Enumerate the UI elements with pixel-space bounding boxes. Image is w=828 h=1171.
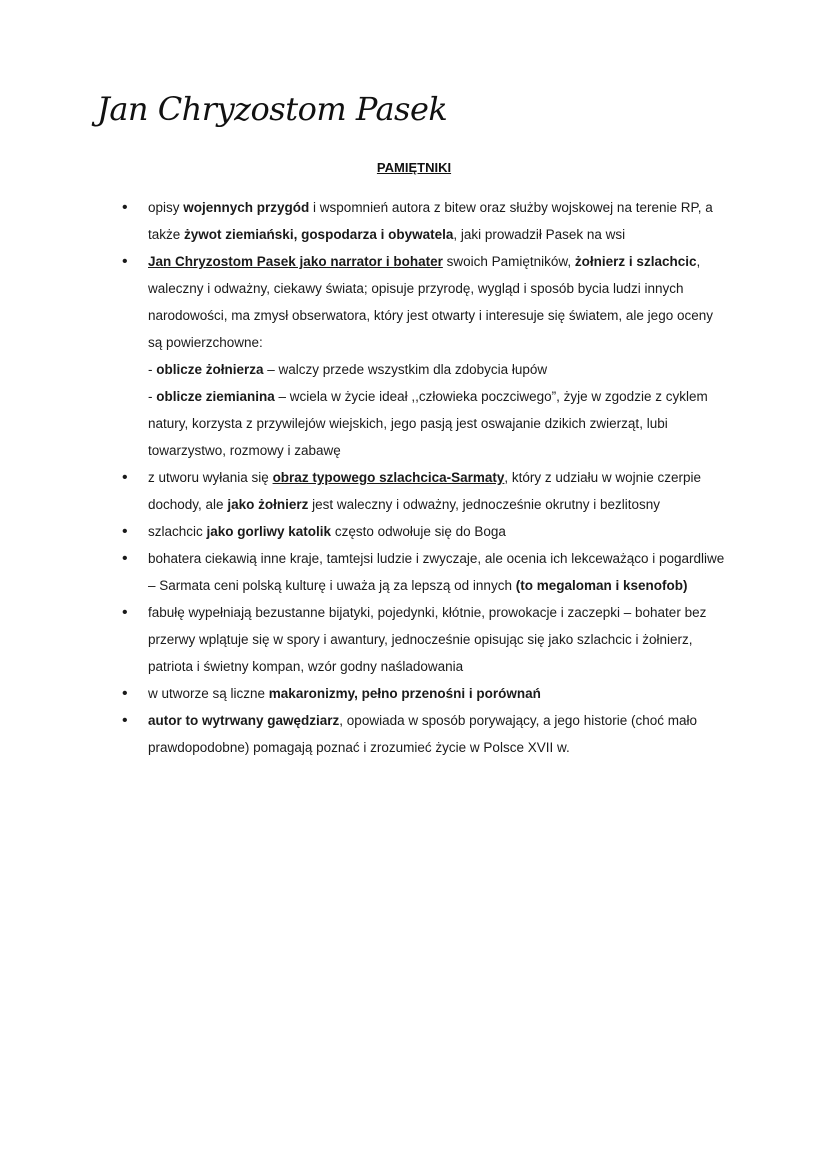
sub-line-soldier: - oblicze żołnierza – walczy przede wszystkim dla zdobycia łupów [148, 362, 548, 377]
bullet-item-3: • z utworu wyłania się obraz typowego szlachcica-Sarmaty, który z udziału w wojnie czerpie dochody, ale jako żołnierz jest waleczny i odważny, jednocześnie okrutny i bezlitosny [120, 464, 730, 518]
sub-line-landowner: - oblicze ziemianina – wciela w życie ideał ,,człowieka poczciwego”, żyje w zgodzie z cyklem natury, korzysta z przywilejów wiejskich, jego pasją jest oswajanie dzikich zwierząt, lubi towarzystwo, rozmowy i zabawę [148, 389, 708, 458]
handwritten-title: Jan Chryzostom Pasek [97, 90, 448, 128]
bullet-item-8: • autor to wytrwany gawędziarz, opowiada w sposób porywający, a jego historie (choć mało prawdopodobne) pomagają poznać i zrozumieć życie w Polsce XVII w. [120, 707, 730, 761]
bullet-list [120, 194, 730, 761]
bullet-item-1: • opisy wojennych przygód i wspomnień autora z bitew oraz służby wojskowej na terenie RP, a także żywot ziemiański, gospodarza i obywatela, jaki prowadził Pasek na wsi [120, 194, 730, 248]
section-title: PAMIĘTNIKI [376, 160, 452, 175]
bullet-item-2: • Jan Chryzostom Pasek jako narrator i bohater swoich Pamiętników, żołnierz i szlachcic, waleczny i odważny, ciekawy świata; opisuje przyrodę, wygląd i sposób bycia ludzi innych narodowości, ma zmysł obserwatora, który jest otwarty i interesuje się światem, ale jego oceny są powierzchowne: - oblicze żołnierza – walczy przede wszystkim dla zdobycia łupów - oblicze ziemianina – wciela w życie ideał ,,człowieka poczciwego”, żyje w zgodzie z cyklem natury, korzysta z przywilejów wiejskich, jego pasją jest oswajanie dzikich zwierząt, lubi towarzystwo, rozmowy i zabawę [120, 248, 730, 464]
bullet-item-6: • fabułę wypełniają bezustanne bijatyki, pojedynki, kłótnie, prowokacje i zaczepki – bohater bez przerwy wplątuje się w spory i awantury, jednocześnie opisując się jako szlachcic i żołnierz, patriota i świetny kompan, wzór godny naśladowania [120, 599, 730, 680]
bullet-item-5: • bohatera ciekawią inne kraje, tamtejsi ludzie i zwyczaje, ale ocenia ich lekceważąco i pogardliwe – Sarmata ceni polską kulturę i uważa ją za lepszą od innych (to megaloman i ksenofob) [120, 545, 730, 599]
bullet-item-4: • szlachcic jako gorliwy katolik często odwołuje się do Boga [120, 518, 730, 545]
bullet-item-7: • w utworze są liczne makaronizmy, pełno przenośni i porównań [120, 680, 730, 707]
